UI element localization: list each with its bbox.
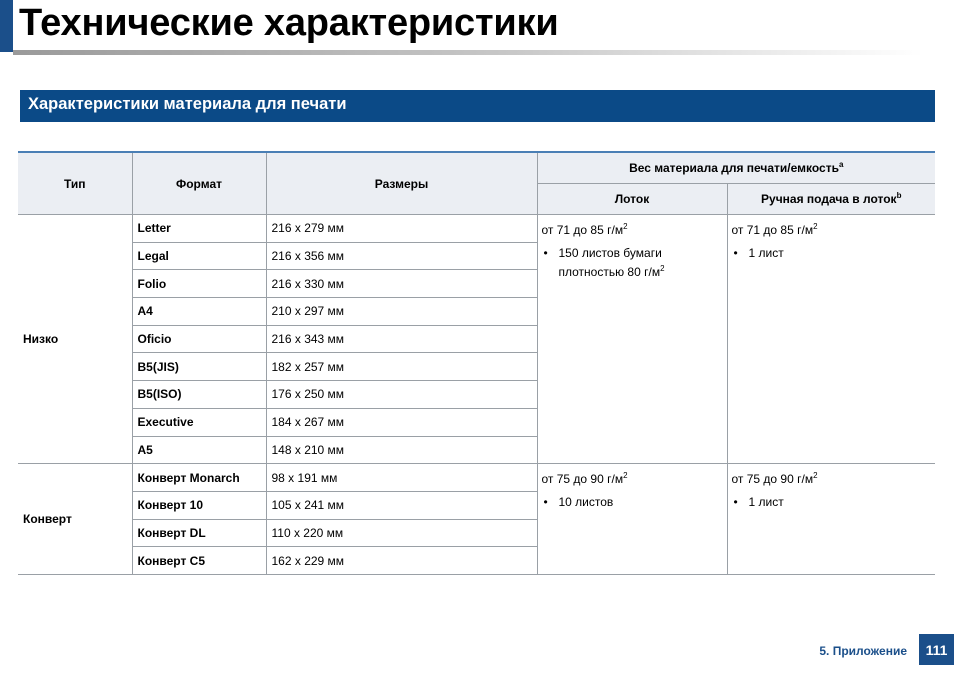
tray-capacity-exponent: 2 — [660, 264, 665, 273]
format-cell: Конверт Monarch — [132, 464, 266, 492]
media-specs-table — [18, 151, 935, 575]
format-cell: Конверт C5 — [132, 547, 266, 575]
format-cell: B5(JIS) — [132, 353, 266, 381]
size-cell: 110 x 220 мм — [266, 519, 537, 547]
table-row — [18, 464, 935, 492]
format-cell: B5(ISO) — [132, 381, 266, 409]
media-type-cell: Конверт — [18, 464, 132, 575]
page-title: Технические характеристики — [19, 2, 559, 44]
media-type-cell: Низко — [18, 215, 132, 464]
size-cell: 210 x 297 мм — [266, 298, 537, 326]
manual-feed-spec-cell — [727, 215, 935, 464]
footer-chapter: 5. Приложение — [819, 644, 907, 658]
manual-weight-text: от 71 до 85 г/м — [731, 223, 814, 237]
table-row — [18, 215, 935, 243]
header-tray: Лоток — [537, 184, 727, 215]
size-cell: 216 x 343 мм — [266, 325, 537, 353]
size-cell: 216 x 330 мм — [266, 270, 537, 298]
tray-spec-cell — [537, 464, 727, 575]
format-cell: A4 — [132, 298, 266, 326]
header-weight-capacity-label: Вес материала для печати/емкость — [629, 161, 839, 175]
format-cell: Конверт DL — [132, 519, 266, 547]
size-cell: 162 x 229 мм — [266, 547, 537, 575]
manual-capacity: • 1 лист — [732, 493, 931, 512]
header-sizes: Размеры — [266, 152, 537, 215]
format-cell: Executive — [132, 408, 266, 436]
size-cell: 184 x 267 мм — [266, 408, 537, 436]
title-accent-bar — [0, 0, 13, 52]
manual-weight-text: от 75 до 90 г/м — [731, 472, 814, 487]
footnote-marker-b: b — [896, 191, 902, 200]
manual-capacity: • 1 лист — [732, 244, 931, 263]
size-cell: 176 x 250 мм — [266, 381, 537, 409]
format-cell: A5 — [132, 436, 266, 464]
size-cell: 216 x 279 мм — [266, 215, 537, 243]
format-cell: Конверт 10 — [132, 491, 266, 519]
size-cell: 105 x 241 мм — [266, 491, 537, 519]
table-body — [18, 215, 935, 575]
tray-capacity — [542, 493, 722, 512]
tray-weight — [542, 472, 628, 486]
tray-capacity — [542, 244, 722, 282]
manual-weight-exponent: 2 — [813, 222, 818, 231]
page-number: 111 — [919, 634, 954, 665]
tray-weight-exponent: 2 — [623, 471, 628, 481]
section-header — [20, 90, 935, 122]
manual-weight — [732, 223, 818, 237]
tray-weight-text: от 71 до 85 г/м — [541, 223, 624, 237]
tray-weight-text: от 75 до 90 г/м — [541, 472, 624, 487]
section-title: Характеристики материала для печати — [28, 95, 347, 113]
size-cell: 148 x 210 мм — [266, 436, 537, 464]
manual-feed-spec-cell — [727, 464, 935, 575]
tray-spec-cell — [537, 215, 727, 464]
manual-weight — [732, 472, 818, 486]
format-cell: Folio — [132, 270, 266, 298]
header-manual-feed — [727, 184, 935, 215]
size-cell: 182 x 257 мм — [266, 353, 537, 381]
size-cell: 98 x 191 мм — [266, 464, 537, 492]
size-cell: 216 x 356 мм — [266, 242, 537, 270]
footnote-marker-a: a — [838, 160, 844, 169]
header-format: Формат — [132, 152, 266, 215]
format-cell: Letter — [132, 215, 266, 243]
header-manual-feed-label: Ручная подача в лоток — [761, 192, 897, 206]
tray-weight — [542, 223, 628, 237]
manual-weight-exponent: 2 — [813, 471, 818, 481]
tray-weight-exponent: 2 — [623, 222, 628, 231]
format-cell: Oficio — [132, 325, 266, 353]
tray-capacity-text: 150 листов бумаги плотностью 80 г/м — [558, 246, 662, 279]
header-weight-capacity — [537, 152, 935, 184]
format-cell: Legal — [132, 242, 266, 270]
tray-capacity-text: 10 листов — [558, 495, 614, 510]
header-type: Тип — [18, 152, 132, 215]
title-underline — [13, 50, 923, 55]
